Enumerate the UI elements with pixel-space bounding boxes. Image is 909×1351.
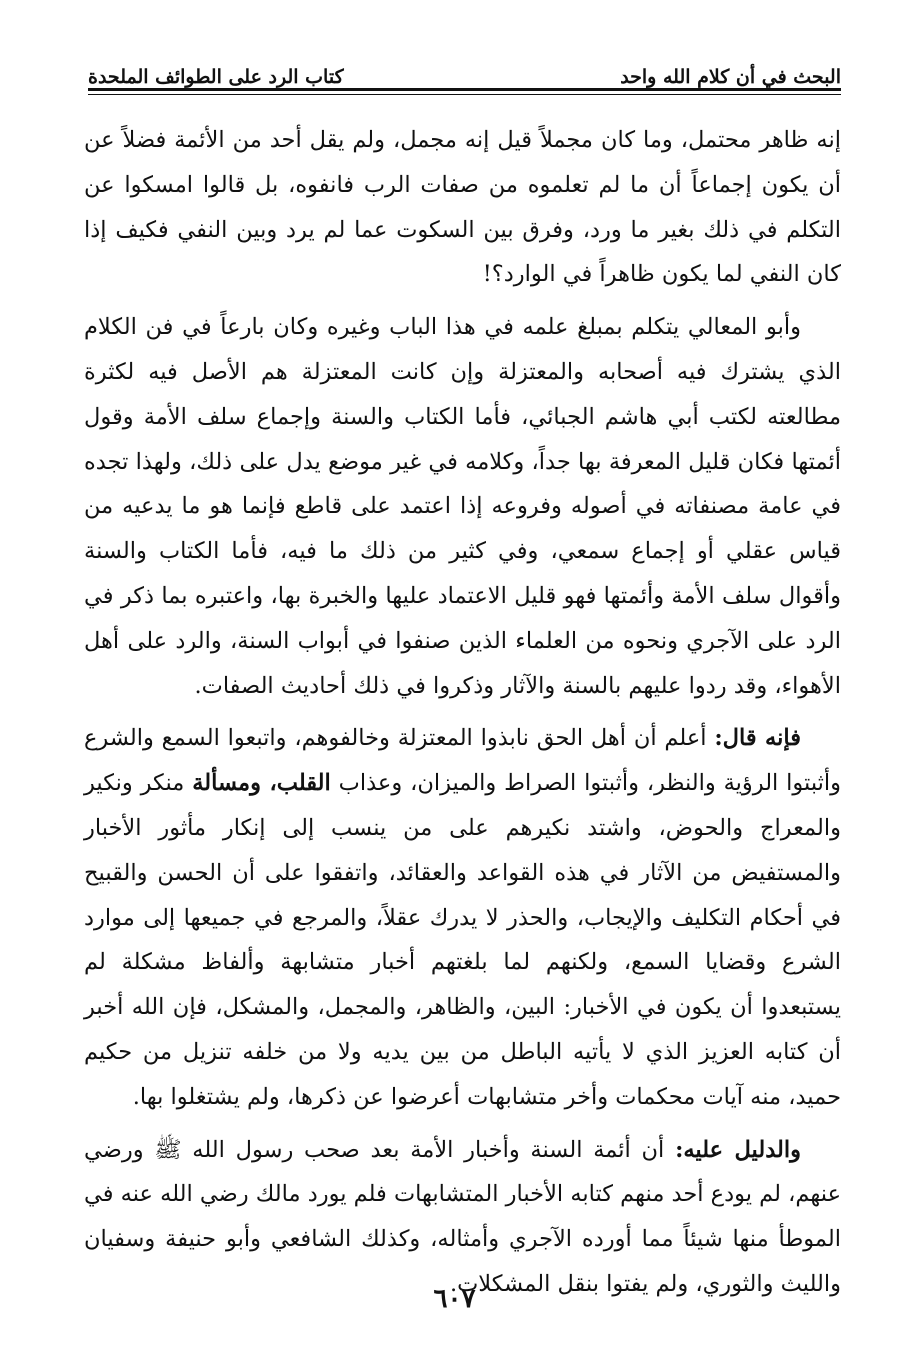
paragraph-3-text-before: أعلم أن أهل الحق نابذوا المعتزلة وخالفوهم، واتبعوا السمع والشرع وأثبتوا الرؤية والنظر، وأثبتوا الصراط والميزان، وعذاب xyxy=(84,725,842,797)
paragraph-4 xyxy=(84,1128,841,1307)
paragraph-3-bold-phrase: القلب، ومسألة xyxy=(192,770,331,797)
running-header xyxy=(88,58,841,88)
page-number: ٦٠٧ xyxy=(433,1284,476,1314)
main-text xyxy=(84,118,841,1315)
header-rule-thick xyxy=(88,88,841,91)
paragraph-3 xyxy=(84,716,841,1119)
header-rule-thin xyxy=(88,94,841,95)
header-chapter-title: البحث في أن كلام الله واحد xyxy=(620,66,841,88)
paragraph-1-text: إنه ظاهر محتمل، وما كان مجملاً قيل إنه مجمل، ولم يقل أحد من الأئمة فضلاً عن أن يكون إجماعاً أن ما لم تعلموه من صفات الرب فانفوه، بل قالوا امسكوا عن التكلم في ذلك بغير ما ورد، وفرق بين السكوت عما لم يرد وبين النفي فكيف إذا كان النفي لما يكون ظاهراً في الوارد؟! xyxy=(84,127,841,288)
paragraph-2-text: وأبو المعالي يتكلم بمبلغ علمه في هذا الباب وغيره وكان بارعاً في فن الكلام الذي يشترك فيه أصحابه والمعتزلة وإن كانت المعتزلة هم الأصل فيه لكثرة مطالعته لكتب أبي هاشم الجبائي، فأما الكتاب والسنة وإجماع سلف الأمة وقول أئمتها فكان قليل المعرفة بها جداً، وكلامه في غير موضع يدل على ذلك، ولهذا تجده في عامة مصنفاته في أصوله وفروعه إذا اعتمد على قاطع فإنما هو ما يدعيه من قياس عقلي أو إجماع سمعي، وفي كثير من ذلك ما فيه، فأما الكتاب والسنة وأقوال سلف الأمة وأئمتها فهو قليل الاعتماد عليها والخبرة بها، واعتبره بما ذكر في الرد على الآجري ونحوه من العلماء الذين صنفوا في أبواب السنة، والرد على أهل الأهواء، وقد ردوا عليهم بالسنة والآثار وذكروا في ذلك أحاديث الصفات. xyxy=(84,314,841,699)
paragraph-1 xyxy=(84,118,841,297)
paragraph-4-lead: والدليل عليه: xyxy=(675,1136,801,1163)
paragraph-3-text-after: منكر ونكير والمعراج والحوض، واشتد نكيرهم على من ينسب إلى إنكار مأثور الأخبار والمستفيض من الآثار في هذه القواعد والعقائد، واتفقوا على أن الحسن والقبيح في أحكام التكليف والإيجاب، والحذر لا يدرك عقلاً، والمرجع في جميعها إلى موارد الشرع وقضايا السمع، ولكنهم لما بلغتهم أخبار متشابهة وألفاظ مشكلة لم يستبعدوا أن يكون في الأخبار: البين، والظاهر، والمجمل، والمشكل، فإن الله أخبر أن كتابه العزيز الذي لا يأتيه الباطل من بين يديه ولا من خلفه تنزيل من حكيم حميد، منه آيات محكمات وأخر متشابهات أعرضوا عن ذكرها، ولم يشتغلوا بها. xyxy=(84,770,841,1110)
paragraph-3-lead: فإنه قال: xyxy=(714,725,801,752)
paragraph-4-text: أن أئمة السنة وأخبار الأمة بعد صحب رسول الله ﷺ ورضي عنهم، لم يودع أحد منهم كتابه الأخبار المتشابهات فلم يورد مالك رضي الله عنه في الموطأ منها شيئاً مما أورده الآجري وأمثاله، وكذلك الشافعي وأبو حنيفة وسفيان والليث والثوري، ولم يفتوا بنقل المشكلات. xyxy=(84,1136,841,1297)
paragraph-2 xyxy=(84,305,841,708)
header-book-title: كتاب الرد على الطوائف الملحدة xyxy=(88,66,344,88)
